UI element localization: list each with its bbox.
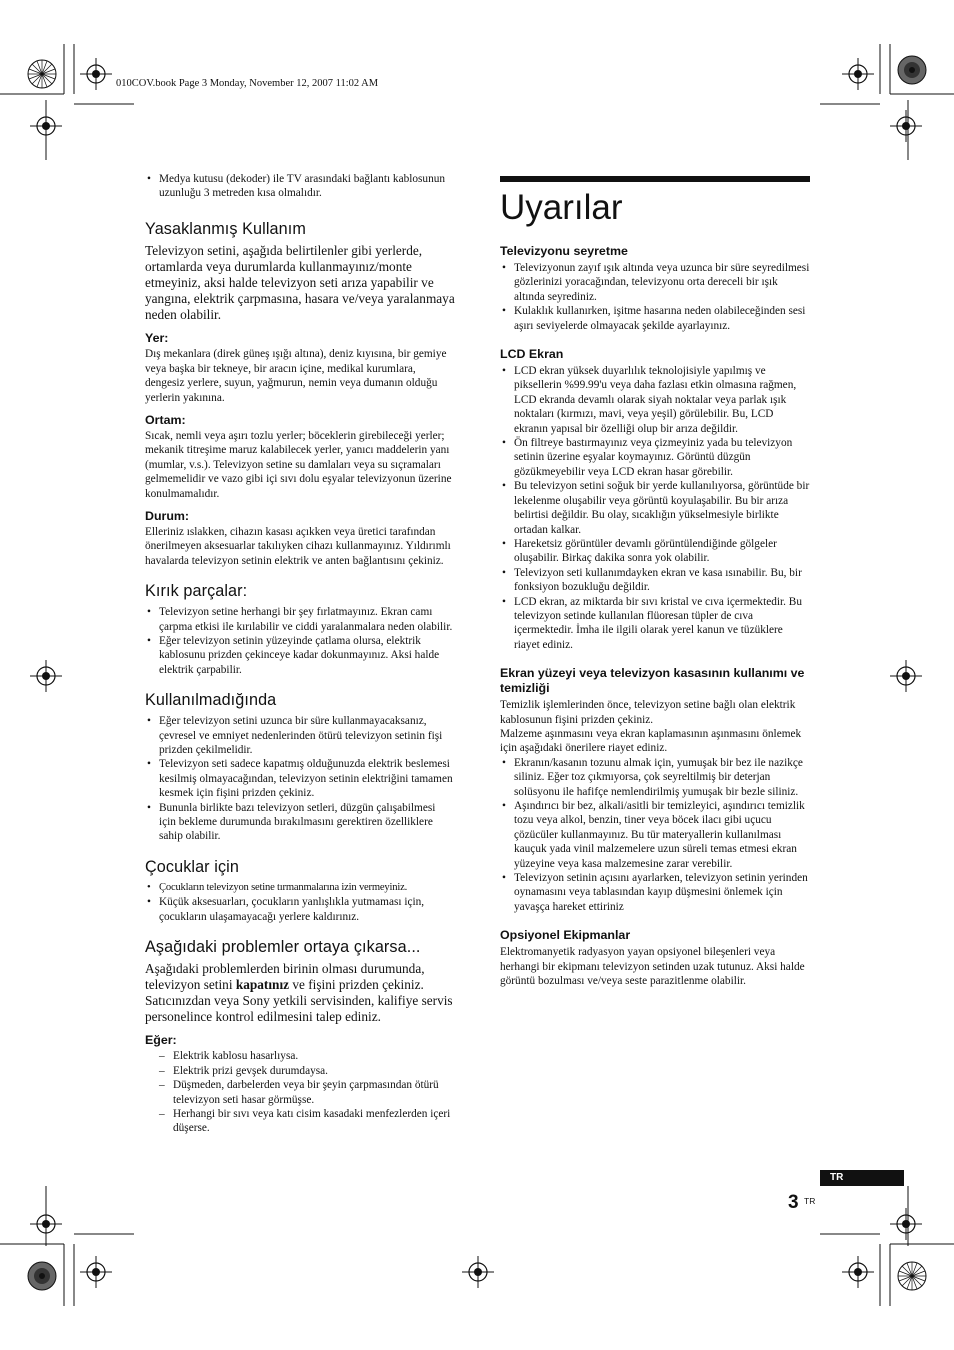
- bullet-list: [145, 605, 455, 677]
- list-item: • Eğer televizyon setini uzunca bir süre kullanmayacaksanız, çevresel ve emniyet nedenlerinden ötürü televizyon setinin fişi prizden çekilmelidir.: [145, 714, 455, 757]
- list-item: • Ekranın/kasanın tozunu almak için, yumuşak bir bez ile nazikçe siliniz. Eğer toz çıkmıyorsa, çok seyreltilmiş bir deterjan solüsyonu ile hafifçe nemlendirilmiş yumuşak bir bezle siliniz.: [500, 756, 810, 799]
- list-item: • Eğer televizyon setinin yüzeyinde çatlama olursa, elektrik kablosunu prizden çekinceye kadar dokunmayınız. Aksi halde elektrik çarpabilir.: [145, 634, 455, 677]
- subheading: Ortam:: [145, 412, 186, 427]
- section-heading: Çocuklar için: [145, 857, 239, 876]
- list-item: • Hareketsiz görüntüler devamlı görüntülendiğinde gölgeler oluşabilir. Birkaç dakika sonra yok olabilir.: [500, 537, 810, 566]
- list-item: • Bununla birlikte bazı televizyon setleri, düzgün çalışabilmesi için bekleme durumunda bırakılmasını gerektiren özelliklere sahip olabilir.: [145, 801, 455, 844]
- subheading: Eğer:: [145, 1033, 177, 1048]
- bullet-list: [145, 881, 455, 924]
- emphasis-text: kapatınız: [235, 977, 290, 993]
- subheading: Ekran yüzeyi veya televizyon kasasının kullanımı ve temizliği: [500, 666, 805, 696]
- list-item: – Düşmeden, darbelerden veya bir şeyin çarpmasından ötürü televizyon seti hasar görmüşse.: [145, 1078, 455, 1107]
- section-heading: Yasaklanmış Kullanım: [145, 219, 306, 238]
- paragraph: Dış mekanlara (direk güneş ışığı altına), deniz kıyısına, bir gemiye veya başka bir tekneye, bir aracın içine, medikal kurumlara, dengesiz yerlere, suyun, yağmurun, nemin veya dumanın olduğu yerlerin yakınına.: [145, 348, 447, 404]
- list-item: • LCD ekran, az miktarda bir sıvı kristal ve cıva içermektedir. Bu televizyon setinde kullanılan flüoresan tüpler de cıva içermektedir. İmha ile ilgili olarak yerel kanun ve tüzüklere riayet ediniz.: [500, 595, 810, 653]
- subheading: Yer:: [145, 331, 169, 346]
- text-run: ve fişini prizden çekiniz. Satıcınızdan veya Sony yetkili servisinden, kalifiye servis personelince kontrol edilmesini talep ediniz.: [145, 977, 453, 1025]
- subheading: Durum:: [145, 508, 190, 523]
- list-item: • Televizyon seti kullanımdayken ekran ve kasa ısınabilir. Bu, bir fonksiyon bozukluğu değildir.: [500, 566, 810, 595]
- list-item: • LCD ekran yüksek duyarlılık teknolojisiyle yapılmış ve piksellerin %99.99'u veya daha fazlası etkin olmasına rağmen, LCD ekranda devamlı olarak siyah noktalar veya parlak ışık noktaları (kırmızı, mavi, veya yeşil) görülebilir. Bu, LCD ekranın yapısal bir özelliği olup bir arıza değildir.: [500, 364, 810, 436]
- bullet-list: [500, 756, 810, 914]
- page-number: 3: [788, 1192, 799, 1213]
- left-column: [145, 172, 455, 1136]
- list-item: – Elektrik kablosu hasarlıysa.: [145, 1049, 455, 1063]
- list-item: • Ön filtreye bastırmayınız veya çizmeyiniz yada bu televizyon setinin üzerine eşyalar koymayınız. Görüntü düzgün gözükmeyebilir veya LCD ekran hasar görebilir.: [500, 436, 810, 479]
- list-item: • Çocukların televizyon setine tırmanmalarına izin vermeyiniz.: [145, 881, 455, 895]
- list-item: • Bu televizyon setini soğuk bir yerde kullanılıyorsa, görüntüde bir lekelenme oluşabilir veya görüntü koyulaşabilir. Bu bir arıza belirtisi değildir. Bu olay, sıcaklığın yükselmesiyle birlikte ortadan kalkar.: [500, 479, 810, 537]
- list-item: • Televizyon setinin açısını ayarlarken, televizyon setinin yerinden oynamasını veya tablasından kayıp düşmesini önlemek için yavaşça hareket ettiriniz: [500, 871, 810, 914]
- title-rule: [500, 176, 810, 182]
- file-info-header: 010COV.book Page 3 Monday, November 12, 2007 11:02 AM: [116, 78, 379, 89]
- list-item: • Televizyonun zayıf ışık altında veya uzunca bir süre seyredilmesi gözlerinizi yoracağından, televizyonu orta dereceli bir ışık altında seyrediniz.: [500, 261, 810, 304]
- list-item: – Herhangi bir sıvı veya katı cisim kasadaki menfezlerden içeri düşerse.: [145, 1107, 455, 1136]
- section-heading: Aşağıdaki problemler ortaya çıkarsa...: [145, 938, 421, 957]
- paragraph: Malzeme aşınmasını veya ekran kaplamasının aşınmasını önlemek için aşağıdaki önerilere riayet ediniz.: [500, 727, 802, 755]
- right-column: [500, 176, 810, 988]
- page-number-suffix: TR: [804, 1196, 816, 1206]
- text-run: Aşağıdaki problemlerden birinin olması durumunda, televizyon setini: [145, 961, 425, 993]
- subheading: Televizyonu seyretme: [500, 244, 628, 258]
- bullet-list: [145, 714, 455, 844]
- list-item: • Kulaklık kullanırken, işitme hasarına neden olabileceğinden sesi aşırı seviyelerde olmayacak şekilde ayarlayınız.: [500, 304, 810, 333]
- language-tab: [820, 1170, 904, 1186]
- list-item: • Aşındırıcı bir bez, alkali/asitli bir temizleyici, aşındırıcı temizlik tozu veya alkol, benzin, tiner veya böcek ilacı gibi uçucu çözücüler kullanmayınız. Bu tür materyallerin kullanılması kauçuk yada vinil malzemelere uzun süreli temas etmesi ekran yüzeyine veya kasa malzemesine zarar verebilir.: [500, 799, 810, 871]
- list-item: • Televizyon setine herhangi bir şey fırlatmayınız. Ekran camı çarpma etkisi ile kırılabilir ve ciddi yaralanmalara neden olabilir.: [145, 605, 455, 634]
- page-title: Uyarılar: [500, 188, 623, 227]
- dash-list: [145, 1049, 455, 1135]
- paragraph: Sıcak, nemli veya aşırı tozlu yerler; böceklerin girebileceği yerler; mekanik titreşime maruz kalabilecek yerler, yanıcı maddelerin yanı (mumlar, v.s.). Televizyon setine su damlaları veya su sıçramaları gelmemelidir ve vazo gibi içi sıvı dolu eşyalar televizyonun üzerine konulmamalıdır.: [145, 429, 452, 500]
- section-heading: Kırık parçalar:: [145, 582, 248, 601]
- bullet-list: [500, 364, 810, 652]
- list-item: – Elektrik prizi gevşek durumdaysa.: [145, 1064, 455, 1078]
- list-item: • Televizyon seti sadece kapatmış olduğunuzda elektrik beslemesi kesilmiş olmayacağından, televizyon setinin elektriğini tamamen kesmek için fişini prizden çekiniz.: [145, 757, 455, 800]
- language-tab-label: TR: [830, 1172, 844, 1183]
- list-item: • Medya kutusu (dekoder) ile TV arasındaki bağlantı kablosunun uzunluğu 3 metreden kısa olmalıdır.: [145, 172, 455, 201]
- section-heading: Kullanılmadığında: [145, 691, 277, 710]
- subheading: LCD Ekran: [500, 347, 564, 362]
- intro-bullet-list: [145, 172, 455, 201]
- list-item: • Küçük aksesuarları, çocukların yanlışlıkla yutmaması için, çocukların ulaşamayacağı yerlere kaldırınız.: [145, 895, 455, 924]
- paragraph: [145, 961, 455, 1025]
- paragraph: Temizlik işlemlerinden önce, televizyon setine bağlı olan elektrik kablosunun fişini prizden çekiniz.: [500, 699, 796, 726]
- paragraph: Elleriniz ıslakken, cihazın kasası açıkken veya üretici tarafından önerilmeyen aksesuarlar takılıyken cihazı kullanmayınız. Yıldırımlı havalarda televizyon setinin elektrik ve anten bağlantısını çekiniz.: [145, 525, 451, 567]
- bullet-list: [500, 261, 810, 333]
- paragraph: Televizyon setini, aşağıda belirtilenler gibi yerlerde, ortamlarda veya durumlarda kullanmayınız/monte etmeyiniz, aksi halde televizyon seti arıza yapabilir ve yangına, elektrik çarpmasına, hasara ve/veya yaralanmaya neden olabilir.: [145, 242, 455, 323]
- subheading: Opsiyonel Ekipmanlar: [500, 928, 631, 943]
- paragraph: Elektromanyetik radyasyon yayan opsiyonel bileşenleri veya herhangi bir ekipmanı televizyon setinden uzak tutunuz. Aksi halde görüntü bozulması ve/veya seste parazitlenme olabilir.: [500, 946, 805, 988]
